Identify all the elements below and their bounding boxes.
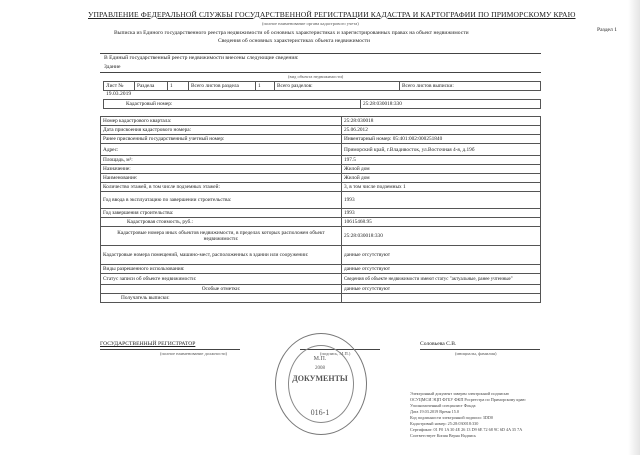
sheet-list-label: Лист № — [104, 82, 135, 91]
table-row — [101, 144, 541, 156]
row-label: Площадь, м²: — [101, 156, 342, 165]
row-value: 197.5 — [342, 156, 541, 165]
sign-note: (подпись, М.П.) — [320, 351, 351, 356]
object-kind-note: (вид объекта недвижимости) — [288, 74, 344, 79]
row-value: Приморский край, г.Владивосток, ул.Восточная 4-я, д.19б — [342, 144, 541, 156]
row-label: Год завершения строительства: — [101, 209, 342, 218]
sheet-info-table — [103, 81, 541, 91]
cert-line: Уполномоченный специалист Фонда — [410, 403, 476, 408]
sheet-total-label: Всего листов раздела — [189, 82, 256, 91]
sheet-total-no: 1 — [256, 82, 275, 91]
registrar-rule — [100, 349, 240, 350]
table-row — [101, 285, 541, 294]
issue-date: 19.03.2019 — [106, 91, 132, 97]
stamp-bottom-text: 016-1 — [310, 408, 330, 417]
row-value: Сведения об объекте недвижимости имеют статус "актуальные, ранее учтенные" — [342, 274, 541, 285]
name-note: (инициалы, фамилия) — [455, 351, 497, 356]
cert-line: Дата 19.03.2019 Время 15.0 — [410, 409, 459, 414]
row-label: Дата присвоения кадастрового номера: — [101, 126, 342, 135]
table-row — [101, 246, 541, 265]
row-value: 25:28:030018:330 — [342, 227, 541, 246]
row-label: Кадастровая стоимость, руб.: — [101, 218, 342, 227]
cert-line: ОСУЦМСИ ЭЦП ФГБУ ФКП Росреестра по Приморскому краю — [410, 397, 526, 402]
row-label: Кадастровые номера иных объектов недвижимости, в пределах которых расположен объект недвижимости: — [101, 227, 342, 246]
row-value: данные отсутствуют — [342, 246, 541, 265]
stamp-top-text: М.П. — [313, 356, 327, 362]
table-row — [101, 126, 541, 135]
preface-text: В Единый государственный реестр недвижимости внесены следующие сведения: — [104, 55, 299, 61]
table-row — [101, 117, 541, 126]
cert-line: Код подлинности электронной подписи: 3DD0 — [410, 415, 494, 420]
cert-line: Соответствует Копия Верна Надпись — [410, 433, 477, 438]
total-sheets-label: Всего листов выписки: — [400, 82, 541, 91]
registrar-title: ГОСУДАРСТВЕННЫЙ РЕГИСТРАТОР — [100, 341, 196, 347]
object-kind: Здание — [104, 64, 121, 70]
row-label: Особые отметки: — [101, 285, 342, 294]
table-row — [101, 265, 541, 274]
table-row — [101, 174, 541, 183]
stamp-middle-text: ДОКУМЕНТЫ — [292, 374, 348, 383]
intro-text: Выписка из Единого государственного реестра недвижимости об основных характеристиках и зарегистрированных правах на объект недвижимости — [114, 30, 469, 36]
cadastral-number-table — [103, 99, 541, 109]
table-row — [101, 274, 541, 285]
certification-block — [410, 391, 635, 447]
top-rule — [100, 53, 541, 54]
row-value: 25.06.2012 — [342, 126, 541, 135]
object-kind-rule — [100, 72, 541, 73]
row-label: Статус записи об объекте недвижимости: — [101, 274, 342, 285]
name-rule — [420, 349, 540, 350]
table-row — [101, 209, 541, 218]
table-row — [101, 156, 541, 165]
table-row — [101, 192, 541, 209]
row-value: Жилой дом — [342, 165, 541, 174]
row-label: Назначение: — [101, 165, 342, 174]
row-value: 25:28:030018 — [342, 117, 541, 126]
row-value: Инвентарный номер: 05:401:002:000251840 — [342, 135, 541, 144]
sheet-section-label: Раздела — [135, 82, 168, 91]
row-label: Кадастровые номера помещений, машино-мест, расположенных в здании или сооружении: — [101, 246, 342, 265]
row-value: данные отсутствуют — [342, 285, 541, 294]
sheet-section-no: 1 — [168, 82, 189, 91]
cert-line: Электронный документ заверен электронной подписью — [410, 391, 510, 396]
row-value: 3, в том числе подземных 1 — [342, 183, 541, 192]
table-row — [101, 227, 541, 246]
row-label: Количество этажей, в том числе подземных этажей: — [101, 183, 342, 192]
cadastral-number-value: 25:28:030018:330 — [361, 100, 541, 109]
cadastral-number-label: Кадастровый номер: — [104, 100, 361, 109]
row-value: 1993 — [342, 192, 541, 209]
section-number: Раздел 1 — [597, 27, 618, 33]
agency-header: УПРАВЛЕНИЕ ФЕДЕРАЛЬНОЙ СЛУЖБЫ ГОСУДАРСТВЕННОЙ РЕГИСТРАЦИИ КАДАСТРА И КАРТОГРАФИИ ПО ПРИМОРСКОМУ КРАЮ — [88, 10, 576, 19]
row-value: 10615468.95 — [342, 218, 541, 227]
table-row — [101, 135, 541, 144]
total-sections-label: Всего разделов: — [275, 82, 400, 91]
table-row — [101, 294, 541, 303]
row-label: Год ввода в эксплуатацию по завершении строительства: — [101, 192, 342, 209]
row-value: Жилой дом — [342, 174, 541, 183]
registrar-name: Соловьева С.В. — [420, 341, 457, 347]
table-row — [101, 183, 541, 192]
cert-line: Кадастровый номер: 25:28:030018:330 — [410, 421, 479, 426]
row-label: Номер кадастрового квартала: — [101, 117, 342, 126]
row-label: Виды разрешенного использования: — [101, 265, 342, 274]
row-label: Наименование: — [101, 174, 342, 183]
cert-line: Сертификат: 01 F0 1A 30 4E 26 13 D9 6E 72 68 9C 6D 4A 35 7A — [410, 427, 523, 432]
row-label: Получатель выписки: — [101, 294, 342, 303]
stamp-year: 2008 — [315, 366, 325, 371]
row-value: 1993 — [342, 209, 541, 218]
agency-subtitle: (полное наименование органа кадастрового учета) — [262, 21, 359, 26]
table-row — [101, 218, 541, 227]
document-title: Сведения об основных характеристиках объекта недвижимости — [218, 38, 371, 44]
row-label: Ранее присвоенный государственный учетный номер: — [101, 135, 342, 144]
table-row — [101, 165, 541, 174]
row-label: Адрес: — [101, 144, 342, 156]
row-value: данные отсутствуют — [342, 265, 541, 274]
registrar-note: (полное наименование должности) — [160, 351, 227, 356]
row-value — [342, 294, 541, 303]
characteristics-table — [100, 116, 541, 303]
page-edge-shadow — [628, 0, 640, 455]
